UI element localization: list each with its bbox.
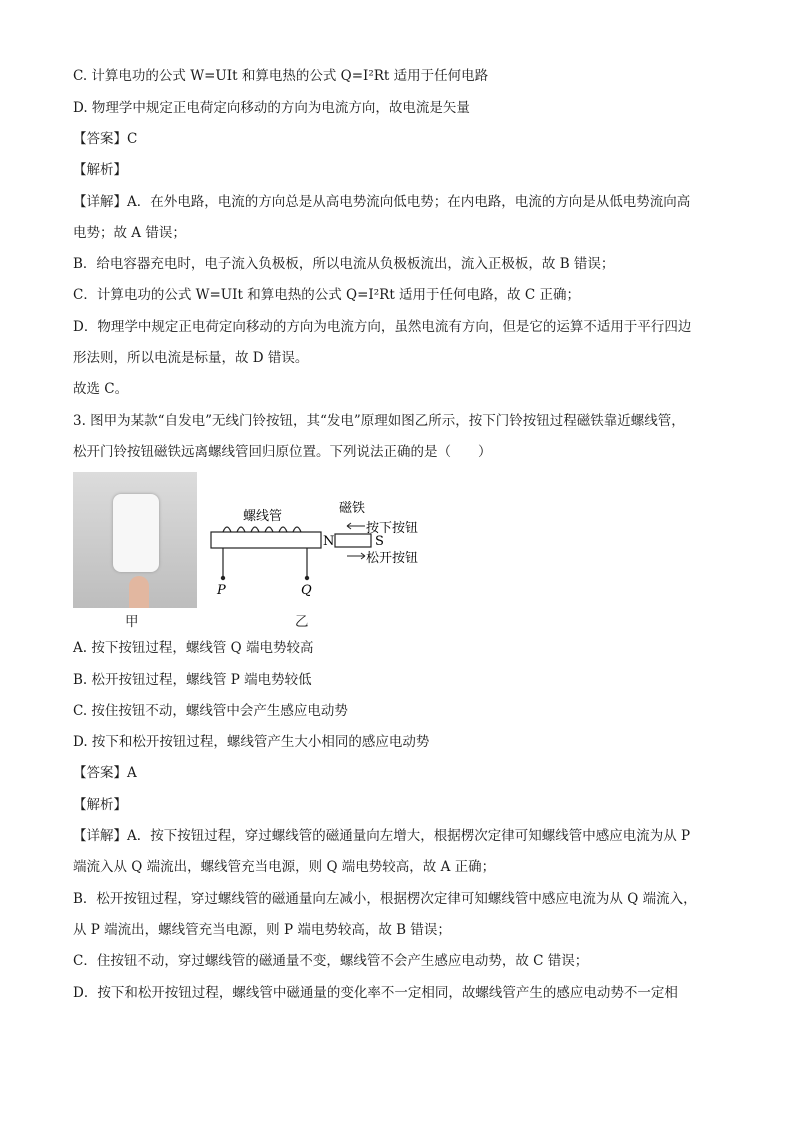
label-release: 松开按钮 bbox=[366, 551, 419, 566]
detail-1a: 【详解】A．在外电路，电流的方向总是从高电势流向低电势；在内电路，电流的方向是从低电势流向高 bbox=[73, 194, 691, 210]
label-magnet: 磁铁 bbox=[339, 501, 366, 516]
detail-2e: C．住按钮不动，穿过螺线管的磁通量不变，螺线管不会产生感应电动势，故 C 错误； bbox=[73, 953, 589, 969]
detail-2c: B．松开按钮过程，穿过螺线管的磁通量向左减小，根据楞次定律可知螺线管中感应电流为从 Q 端流入， bbox=[73, 891, 697, 907]
detail-2d: 从 P 端流出，螺线管充当电源，则 P 端电势较高，故 B 错误； bbox=[73, 922, 451, 938]
detail-2a: 【详解】A．按下按钮过程，穿过螺线管的磁通量向左增大，根据楞次定律可知螺线管中感应电流为从 P bbox=[73, 828, 691, 844]
detail-1f: 形法则，所以电流是标量，故 D 错误。 bbox=[73, 350, 309, 366]
answer-1: 【答案】C bbox=[73, 131, 138, 147]
option-a: A. 按下按钮过程，螺线管 Q 端电势较高 bbox=[73, 640, 314, 656]
detail-2f: D．按下和松开按钮过程，螺线管中磁通量的变化率不一定相同，故螺线管产生的感应电动势不一定相 bbox=[73, 985, 678, 1001]
detail-1d: C．计算电功的公式 W=UIt 和算电热的公式 Q=I²Rt 适用于任何电路，故 C 正确； bbox=[73, 287, 580, 303]
label-p: P bbox=[217, 583, 226, 598]
caption-yi: 乙 bbox=[295, 614, 309, 630]
line-c: C. 计算电功的公式 W=UIt 和算电热的公式 Q=I²Rt 适用于任何电路 bbox=[73, 68, 489, 84]
label-coil: 螺线管 bbox=[243, 509, 283, 524]
analysis-2: 【解析】 bbox=[73, 797, 127, 813]
label-s: S bbox=[375, 534, 384, 549]
detail-1c: B．给电容器充电时，电子流入负极板，所以电流从负极板流出，流入正极板，故 B 错误； bbox=[73, 256, 615, 272]
detail-1b: 电势；故 A 错误； bbox=[73, 225, 186, 241]
question-3a: 3. 图甲为某款“自发电”无线门铃按钮，其“发电”原理如图乙所示，按下门铃按钮过程磁铁靠近螺线管， bbox=[73, 413, 685, 429]
label-q: Q bbox=[301, 583, 312, 598]
detail-2b: 端流入从 Q 端流出，螺线管充当电源，则 Q 端电势较高，故 A 正确； bbox=[73, 859, 496, 875]
conclusion-1: 故选 C。 bbox=[73, 381, 129, 397]
label-n: N bbox=[323, 534, 335, 549]
option-b: B. 松开按钮过程，螺线管 P 端电势较低 bbox=[73, 672, 312, 688]
coil-diagram bbox=[205, 492, 445, 612]
doorbell-photo bbox=[73, 472, 197, 608]
figure bbox=[73, 472, 443, 632]
option-d: D. 按下和松开按钮过程，螺线管产生大小相同的感应电动势 bbox=[73, 734, 430, 750]
caption-jia: 甲 bbox=[125, 614, 139, 630]
analysis-1: 【解析】 bbox=[73, 162, 127, 178]
label-press: 按下按钮 bbox=[366, 521, 419, 536]
option-c: C. 按住按钮不动，螺线管中会产生感应电动势 bbox=[73, 703, 348, 719]
line-d: D. 物理学中规定正电荷定向移动的方向为电流方向，故电流是矢量 bbox=[73, 100, 470, 116]
question-3b: 松开门铃按钮磁铁远离螺线管回归原位置。下列说法正确的是（ ） bbox=[73, 444, 492, 460]
answer-2: 【答案】A bbox=[73, 765, 137, 781]
detail-1e: D．物理学中规定正电荷定向移动的方向为电流方向，虽然电流有方向，但是它的运算不适用于平行四边 bbox=[73, 319, 692, 335]
